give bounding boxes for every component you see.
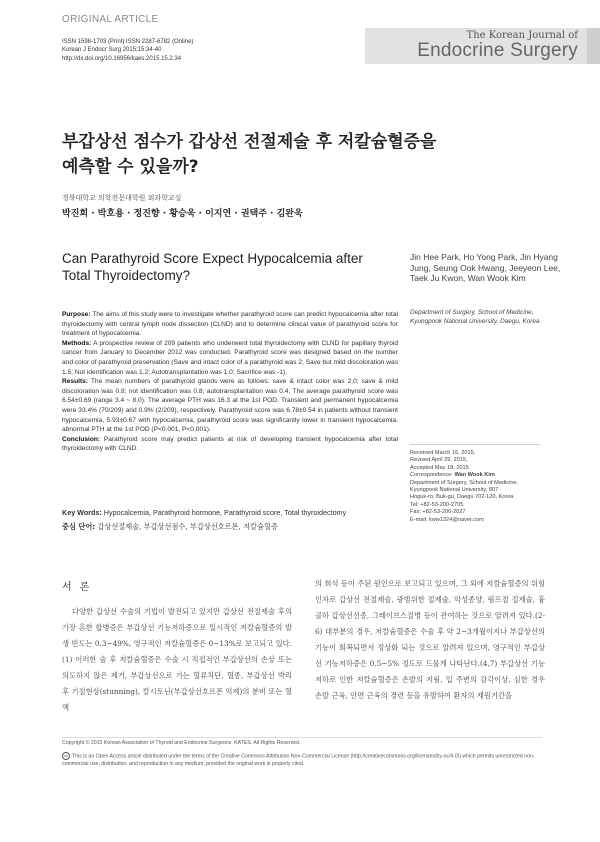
doi-link[interactable]: http://dx.doi.org/10.16956/kaes.2015.15.2.34 (62, 55, 182, 62)
section-title: 서론 (62, 582, 98, 593)
accepted-date: Accepted May 18, 2015 (410, 464, 469, 471)
address-line: Hoguk-ro, Buk-gu, Daegu 702-120, Korea (410, 494, 514, 501)
license (62, 752, 542, 768)
methods-label: Methods: (62, 339, 92, 347)
korean-title-line1: 부갑상선 점수가 갑상선 전절제술 후 저칼슘혈증을 (62, 132, 437, 152)
english-authors: Jin Hee Park, Ho Yong Park, Jin Hyang Jung, Seung Ook Hwang, Jeeyeon Lee, Taek Ju Kwon, Wan Wook Kim (410, 252, 561, 283)
abstract (62, 310, 398, 454)
tel: Tel: +82-53-200-2705 (410, 501, 464, 508)
address-line: Kyungpook National University, 807 (410, 487, 499, 494)
keywords (62, 508, 346, 517)
fax: Fax: +82-53-200-2027 (410, 509, 466, 516)
issn: ISSN 1598-1703 (Print) ISSN 2287-6782 (Online) (62, 39, 194, 45)
purpose-text: The aims of this study were to investigate whether parathyroid score can predict hypocalcemia after total thyroidectomy with central lymph node dissection (CLND) and to determine clinical value of parathyroid score for treatment of hypocalcemia. (62, 311, 398, 338)
citation: Korean J Endocr Surg 2015;15:34-40 (62, 47, 162, 54)
creative-commons-icon: cc (64, 753, 68, 758)
korean-keywords (62, 522, 278, 532)
korean-affiliation: 경북대학교 의학전문대학원 외과학교실 (62, 194, 182, 202)
results-text: The mean numbers of parathyroid glands were as follows: save & intact color was 2.0; save & mild discoloration was 0.8; not identification was 0.8; autotransplantation was 0.4. The average parathyroid score was 6.54±0.69 (range 3.4 ~ 8.0). The average PTH was 16.3 at the 1st POD. Transient and permanent hypocalcemia were 33.4% (70/209) and 0.9% (2/209), respectively. Parathyroid score was 6.78±0.54 in patients without transient hypocalcemia, 5.93±0.67 with hypocalcemia, parathyroid score was significantly lower in transient hypocalcemia, abnormal PTH at the 1st POD (P<0.001, P<0.001). (62, 378, 398, 434)
purpose-label: Purpose: (62, 311, 91, 318)
journal-name-line2: Endocrine Surgery (417, 40, 578, 61)
address-line: Department of Surgery, School of Medicine, (410, 479, 519, 486)
korean-title (62, 130, 436, 180)
journal-logo (365, 28, 600, 64)
correspondence-name: Wan Wook Kim (454, 472, 495, 479)
correspondence-line (410, 472, 570, 479)
methods-text: A prospective review of 209 patients who underwent total thyroidectomy with CLND for papillary thyroid cancer from January to December 2012 was conducted. Parathyroid score was designed based on the number and color of parathyroid preservation (Save and intact color of a parathyroid was 2; Save but mild discoloration was 1.5; Not identification was 1.2; Autotransplantation was 1.0; Sacrifice was -1). (62, 339, 398, 376)
conclusion-text: Parathyroid score may predict patients at risk of developing transient hypocalcemia after total thyroidectomy with CLND. (62, 435, 398, 453)
license-text: This is an Open Access article distributed under the terms of the Creative Commons Attribution Non-Commercial License (http://creativecommons.org/licenses/by-nc/4.0/) which permits unrestricted non-commercial use, distribution, and reproduction in any medium, provided the original work is properly cited. (62, 753, 535, 767)
korean-authors: 박진희 · 박호용 · 정진향 · 황승욱 · 이지연 · 권택주 · 김완욱 (62, 209, 303, 219)
korean-keywords-text: 갑상선절제술, 부갑상선점수, 부갑상선호르몬, 저칼슘혈증 (95, 522, 278, 531)
correspondence-info (410, 450, 570, 524)
copyright: Copyright © 2015 Korean Association of Thyroid and Endocrine Surgeons; KATES. All Rights Reserved. (62, 740, 301, 746)
korean-title-line2: 예측할 수 있을까? (62, 157, 199, 177)
keywords-label: Key Words: (62, 508, 102, 517)
email-link[interactable]: E-mail: kww1324@naver.com (410, 516, 484, 523)
korean-keywords-label: 중심 단어: (62, 522, 96, 531)
footer-divider (62, 737, 542, 738)
results-label: Results: (62, 378, 89, 386)
conclusion-label: Conclusion: (62, 435, 101, 443)
received-date: Received March 16, 2015, (410, 450, 476, 456)
body-column-right: 의 희석 등이 주된 원인으로 보고되고 있으며, 그 외에 저칼슘혈증의 위험인자로 갑상선 전절제술, 광범위한 절제술, 악성종양, 림프절 절제술, 흉골하 갑상선선종, 그레이브스질병 등이 관여하는 것으로 알려져 있다.(2-6) 대부분의 경우, 저칼슘혈증은 수술 후 약 2~3개월이지나 부갑상선의 기능이 회복되면서 정상화 되는 것으로 알려져 있으며, 영구적인 부갑상선 기능저하증은 0.5~5% 정도로 드물게 나타난다.(4,7) 부갑상선 기능저하로 인한 저칼슘혈증은 손발의 저림, 입 주변의 감각이상, 심한 경우 손발 근육, 안면 근육의 경련 등을 유발하여 환자의 재원기간을 (315, 579, 545, 700)
body-column-left: 다양한 갑상선 수술의 기법이 발전되고 있지만 갑상선 전절제술 후의 가장 흔한 합병증은 부갑상선 기능저하증으로 일시적인 저칼슘혈증의 발생 빈도는 0.3~49%, 영구적인 저칼슘혈증은 0~13%로 보고되고 있다.(1) 이러한 술 후 저칼슘혈증은 수술 시 직접적인 부갑상선의 손상 또는 의도하지 않은 제거, 부갑상선으로 가는 혈류차단, 혈종, 부갑상선 박리 후 기절현상(stunning), 칼시토닌(부갑상선호르몬 억제)의 분비 또는 혈액 (62, 607, 292, 712)
divider (410, 444, 540, 445)
revised-date: Revised April 29, 2015, (410, 457, 468, 464)
keywords-text: Hypocalcemia, Parathyroid hormone, Parathyroid score, Total thyroidectomy (101, 508, 347, 517)
journal-meta (62, 38, 193, 63)
correspondence-label: Correspondence: (410, 472, 455, 479)
english-title: Can Parathyroid Score Expect Hypocalcemia after Total Thyroidectomy? (62, 251, 363, 283)
journal-name-line1: The Korean Journal of (466, 30, 578, 41)
logo-strip (587, 28, 600, 64)
article-type: ORIGINAL ARTICLE (62, 14, 159, 25)
department: Department of Surgery, School of Medicine, Kyungpook National University, Daegu, Korea (410, 309, 540, 325)
